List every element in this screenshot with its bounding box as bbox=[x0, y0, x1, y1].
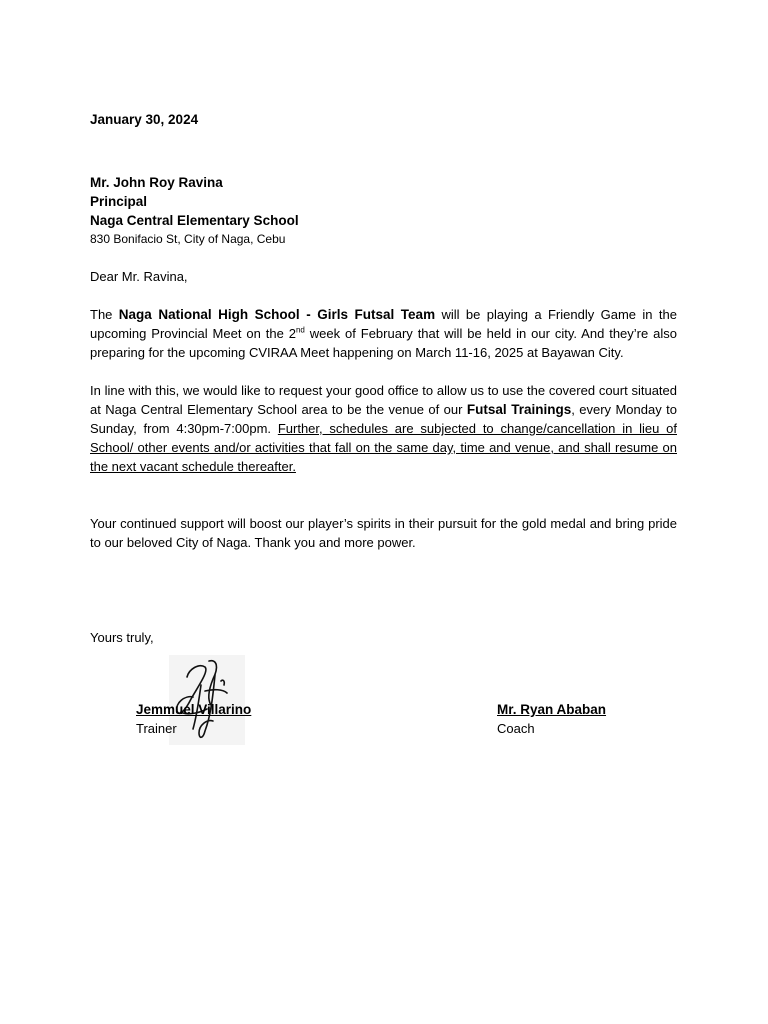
paragraph-support: Your continued support will boost our player’s spirits in their pursuit for the gold medal and bring pride to our beloved City of Naga. Thank you and more power. bbox=[90, 516, 677, 550]
recipient-address: 830 Bonifacio St, City of Naga, Cebu bbox=[90, 232, 286, 246]
salutation: Dear Mr. Ravina, bbox=[90, 269, 188, 284]
trainer-name: Jemmuel Villarino bbox=[136, 702, 252, 717]
para2-text-1: In line with this, we would like to request your good office to allow us to use the covered court situated at Naga Central Elementary School area to be the venue of our bbox=[90, 383, 677, 417]
ordinal-suffix: nd bbox=[295, 325, 305, 335]
paragraph-request bbox=[90, 381, 677, 476]
paragraph-friendly-game bbox=[90, 305, 677, 362]
para1-text-3: week of February that will be held in our city. And they’re also preparing for the upcoming CVIRAA Meet happening on March 11-16, 2025 at Bayawan City. bbox=[90, 326, 677, 360]
para2-text-2: , every Monday to Sunday, from 4:30pm-7:00pm. bbox=[90, 402, 677, 436]
recipient-title: Principal bbox=[90, 194, 148, 209]
signatory-coach bbox=[497, 700, 606, 738]
para1-text-1: The bbox=[90, 307, 119, 322]
coach-name: Mr. Ryan Ababan bbox=[497, 702, 607, 717]
coach-role: Coach bbox=[497, 721, 535, 736]
recipient-block bbox=[90, 173, 677, 248]
recipient-name: Mr. John Roy Ravina bbox=[90, 175, 223, 190]
signatory-trainer bbox=[136, 700, 251, 738]
letter-date: January 30, 2024 bbox=[90, 112, 199, 127]
schedule-disclaimer: Further, schedules are subjected to change/cancellation in lieu of School/ other events and/or activities that fall on the same day, time and venue, and shall resume on the next vacant schedule thereafter. bbox=[90, 421, 677, 474]
recipient-school: Naga Central Elementary School bbox=[90, 213, 299, 228]
para1-text-2: will be playing a Friendly Game in the upcoming Provincial Meet on the 2 bbox=[90, 307, 677, 341]
letter-body bbox=[90, 110, 677, 552]
futsal-trainings: Futsal Trainings bbox=[466, 402, 572, 417]
closing: Yours truly, bbox=[90, 630, 154, 645]
team-name: Naga National High School - Girls Futsal Team bbox=[118, 307, 436, 322]
trainer-role: Trainer bbox=[136, 721, 177, 736]
